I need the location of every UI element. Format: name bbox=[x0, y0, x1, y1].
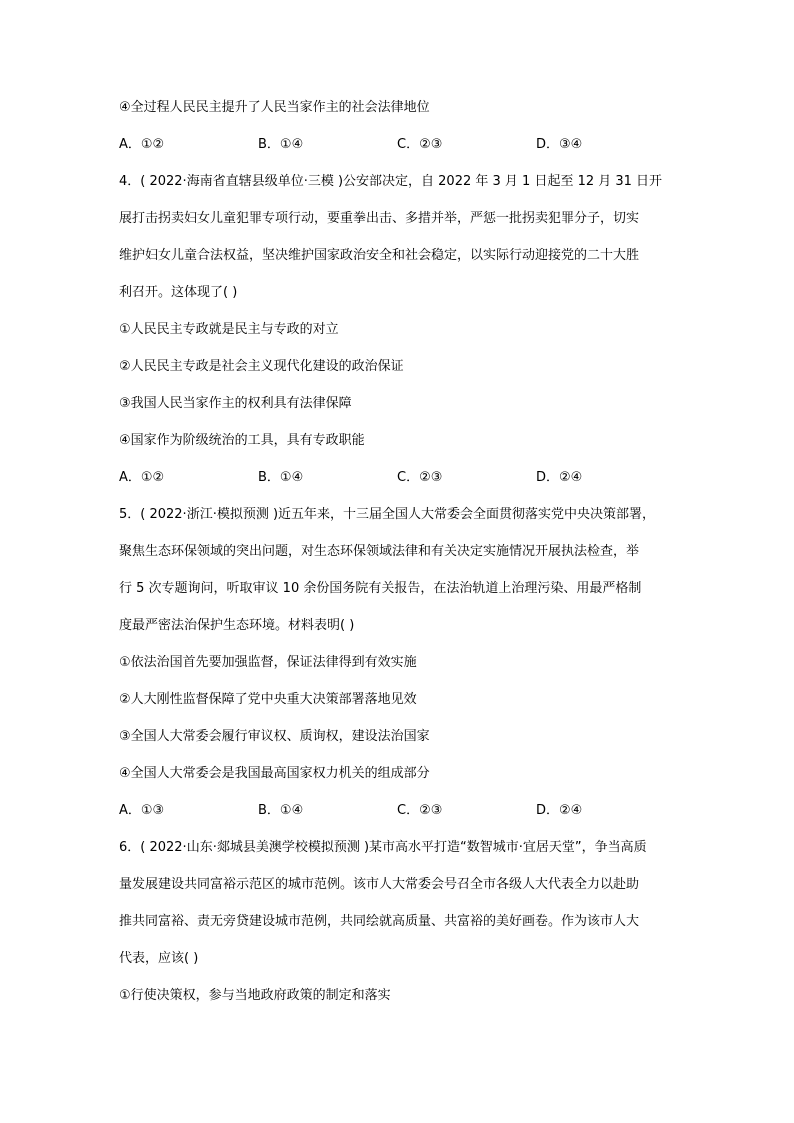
statement-q5-2: ②人大刚性监督保障了党中央重大决策部署落地见效 bbox=[119, 692, 417, 707]
option-q5-a: A．①③ bbox=[119, 803, 165, 818]
statement-q4-1: ①人民民主专政就是民主与专政的对立 bbox=[119, 322, 339, 337]
option-q5-c: C．②③ bbox=[397, 803, 443, 818]
statement-q5-3: ③全国人大常委会履行审议权、质询权，建设法治国家 bbox=[119, 729, 430, 744]
option-q5-d: D．②④ bbox=[536, 803, 583, 818]
option-q3-d: D．③④ bbox=[536, 137, 583, 152]
question-stem-line: 5．( 2022·浙江·模拟预测 )近五年来，十三届全国人大常委会全面贯彻落实党中央决策部署， bbox=[119, 507, 656, 522]
question-stem-line: 展打击拐卖妇女儿童犯罪专项行动，要重拳出击、多措并举，严惩一批拐卖犯罪分子，切实 bbox=[119, 211, 640, 226]
option-q5-b: B．①④ bbox=[258, 803, 304, 818]
question-stem-line: 4．( 2022·海南省直辖县级单位·三模 )公安部决定，自 2022 年 3 月 1 日起至 12 月 31 日开 bbox=[119, 174, 663, 189]
question-stem-line: 行 5 次专题询问，听取审议 10 余份国务院有关报告，在法治轨道上治理污染、用最严格制 bbox=[119, 581, 642, 596]
question-stem-line: 推共同富裕、责无旁贷建设城市范例，共同绘就高质量、共富裕的美好画卷。作为该市人大 bbox=[119, 914, 640, 929]
statement-q3-4: ④全过程人民民主提升了人民当家作主的社会法律地位 bbox=[119, 100, 430, 115]
statement-q4-3: ③我国人民当家作主的权利具有法律保障 bbox=[119, 396, 352, 411]
option-q3-b: B．①④ bbox=[258, 137, 304, 152]
statement-q4-2: ②人民民主专政是社会主义现代化建设的政治保证 bbox=[119, 359, 404, 374]
question-stem-line: 6．( 2022·山东·郯城县美澳学校模拟预测 )某市高水平打造“数智城市·宜居天堂”，争当高质 bbox=[119, 840, 647, 855]
question-stem-line: 代表，应该( ) bbox=[119, 951, 199, 966]
option-q4-c: C．②③ bbox=[397, 470, 443, 485]
option-q4-a: A．①② bbox=[119, 470, 165, 485]
statement-q4-4: ④国家作为阶级统治的工具，具有专政职能 bbox=[119, 433, 365, 448]
option-q3-c: C．②③ bbox=[397, 137, 443, 152]
statement-q5-1: ①依法治国首先要加强监督，保证法律得到有效实施 bbox=[119, 655, 417, 670]
statement-q5-4: ④全国人大常委会是我国最高国家权力机关的组成部分 bbox=[119, 766, 430, 781]
question-stem-line: 度最严密法治保护生态环境。材料表明( ) bbox=[119, 618, 355, 633]
option-q4-d: D．②④ bbox=[536, 470, 583, 485]
option-q3-a: A．①② bbox=[119, 137, 165, 152]
statement-q6-1: ①行使决策权，参与当地政府政策的制定和落实 bbox=[119, 988, 391, 1003]
question-stem-line: 维护妇女儿童合法权益，坚决维护国家政治安全和社会稳定，以实际行动迎接党的二十大胜 bbox=[119, 248, 640, 263]
question-stem-line: 利召开。这体现了( ) bbox=[119, 285, 238, 300]
option-q4-b: B．①④ bbox=[258, 470, 304, 485]
question-stem-line: 量发展建设共同富裕示范区的城市范例。该市人大常委会号召全市各级人大代表全力以赴助 bbox=[119, 877, 640, 892]
question-stem-line: 聚焦生态环保领域的突出问题，对生态环保领域法律和有关决定实施情况开展执法检查，举 bbox=[119, 544, 640, 559]
